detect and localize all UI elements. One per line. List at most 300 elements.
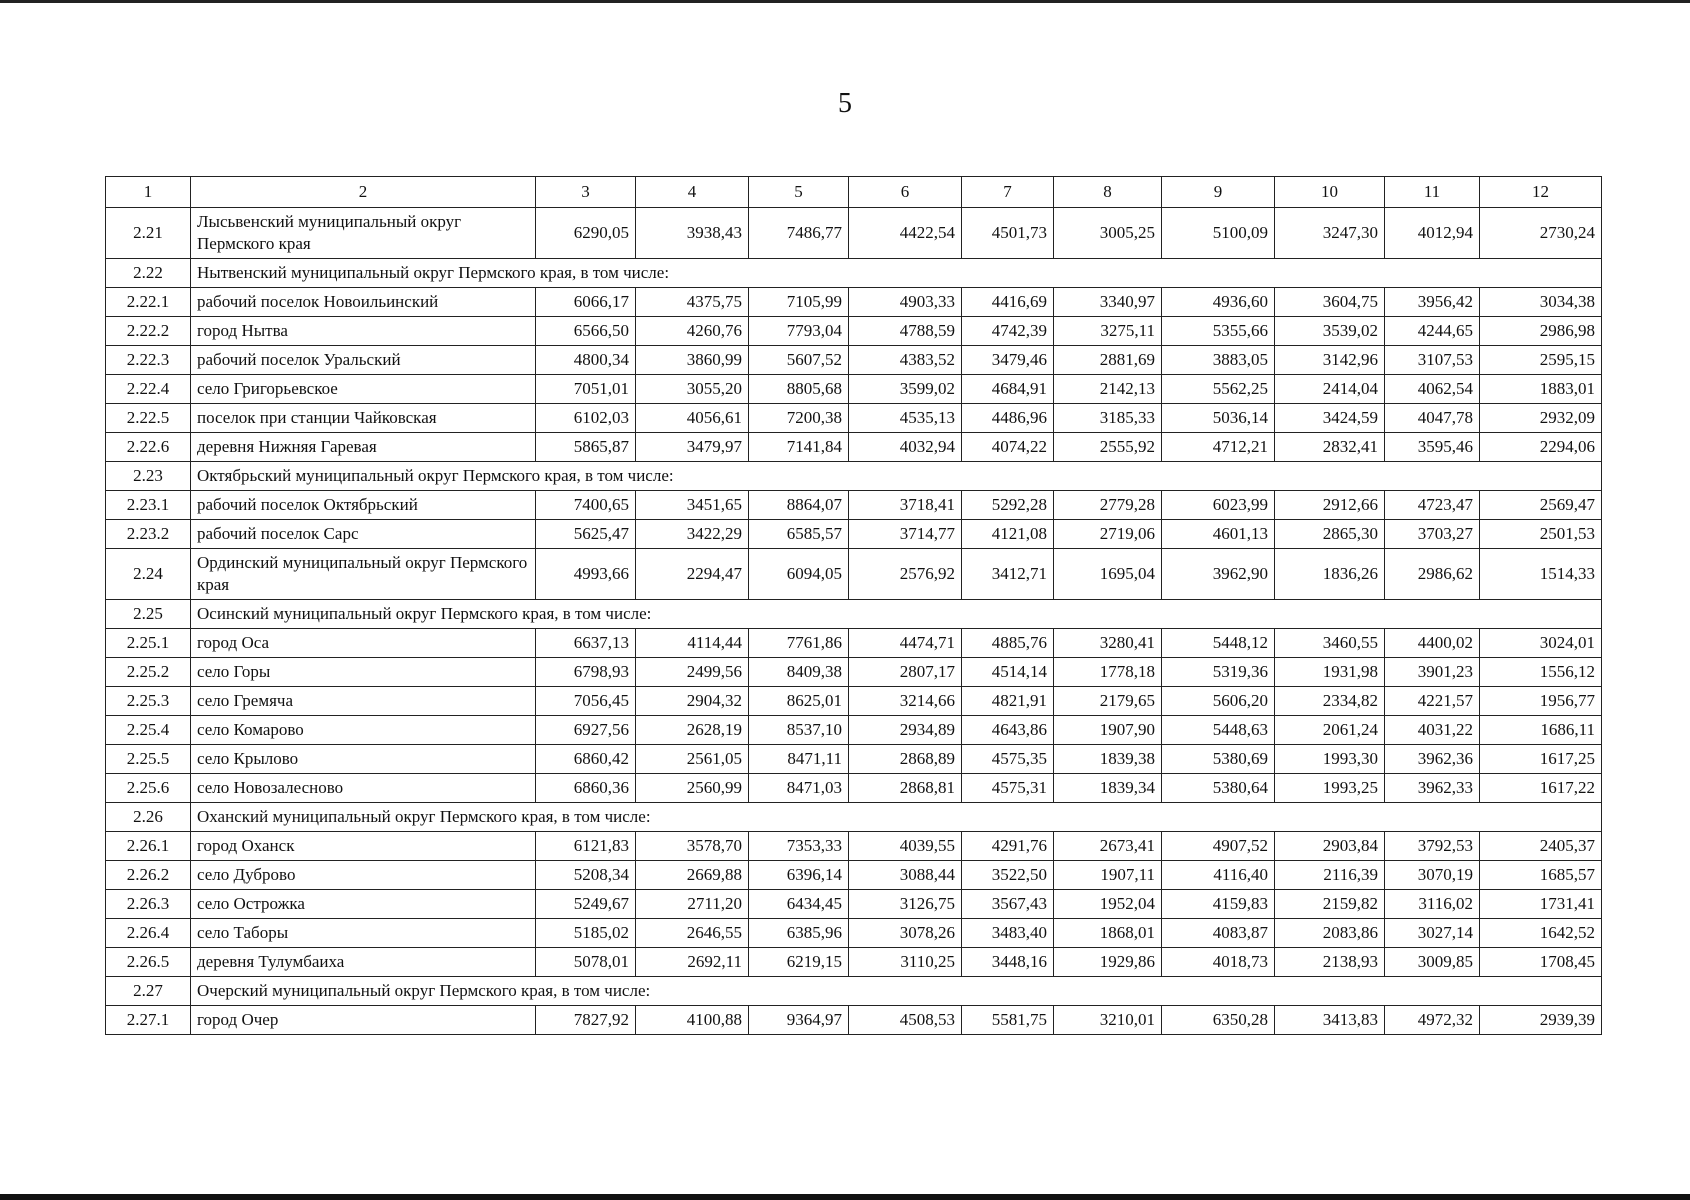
- value-cell: 3413,83: [1275, 1006, 1385, 1035]
- value-cell: 2555,92: [1054, 433, 1162, 462]
- value-cell: 3247,30: [1275, 208, 1385, 259]
- row-name: город Очер: [191, 1006, 536, 1035]
- value-cell: 2939,39: [1480, 1006, 1602, 1035]
- value-cell: 3962,36: [1385, 745, 1480, 774]
- value-cell: 3078,26: [849, 919, 962, 948]
- value-cell: 3578,70: [636, 832, 749, 861]
- table-row: [106, 433, 1602, 462]
- row-name: село Острожка: [191, 890, 536, 919]
- value-cell: 1883,01: [1480, 375, 1602, 404]
- value-cell: 2595,15: [1480, 346, 1602, 375]
- table-row: [106, 491, 1602, 520]
- value-cell: 8864,07: [749, 491, 849, 520]
- group-row: [106, 977, 1602, 1006]
- value-cell: 2405,37: [1480, 832, 1602, 861]
- value-cell: 3938,43: [636, 208, 749, 259]
- value-cell: 6585,57: [749, 520, 849, 549]
- value-cell: 4260,76: [636, 317, 749, 346]
- row-name: город Оханск: [191, 832, 536, 861]
- value-cell: 2569,47: [1480, 491, 1602, 520]
- row-code: 2.26.2: [106, 861, 191, 890]
- value-cell: 2865,30: [1275, 520, 1385, 549]
- row-code: 2.21: [106, 208, 191, 259]
- value-cell: 2904,32: [636, 687, 749, 716]
- value-cell: 4400,02: [1385, 629, 1480, 658]
- value-cell: 1708,45: [1480, 948, 1602, 977]
- value-cell: 2719,06: [1054, 520, 1162, 549]
- value-cell: 3460,55: [1275, 629, 1385, 658]
- value-cell: 4018,73: [1162, 948, 1275, 977]
- value-cell: 1993,30: [1275, 745, 1385, 774]
- value-cell: 3483,40: [962, 919, 1054, 948]
- table-row: [106, 745, 1602, 774]
- value-cell: 2499,56: [636, 658, 749, 687]
- value-cell: 4047,78: [1385, 404, 1480, 433]
- table-row: [106, 919, 1602, 948]
- value-cell: 3116,02: [1385, 890, 1480, 919]
- value-cell: 1931,98: [1275, 658, 1385, 687]
- value-cell: 4575,35: [962, 745, 1054, 774]
- scan-bottom-edge: [0, 1194, 1690, 1200]
- value-cell: 3599,02: [849, 375, 962, 404]
- value-cell: 1695,04: [1054, 549, 1162, 600]
- header-cell: 2: [191, 177, 536, 208]
- row-name: город Оса: [191, 629, 536, 658]
- value-cell: 7793,04: [749, 317, 849, 346]
- value-cell: 2807,17: [849, 658, 962, 687]
- row-code: 2.25.5: [106, 745, 191, 774]
- value-cell: 4508,53: [849, 1006, 962, 1035]
- row-name: деревня Нижняя Гаревая: [191, 433, 536, 462]
- value-cell: 4800,34: [536, 346, 636, 375]
- value-cell: 4742,39: [962, 317, 1054, 346]
- value-cell: 6023,99: [1162, 491, 1275, 520]
- row-code: 2.25: [106, 600, 191, 629]
- value-cell: 4501,73: [962, 208, 1054, 259]
- row-code: 2.26: [106, 803, 191, 832]
- value-cell: 2868,81: [849, 774, 962, 803]
- value-cell: 4972,32: [1385, 1006, 1480, 1035]
- value-cell: 7353,33: [749, 832, 849, 861]
- value-cell: 3070,19: [1385, 861, 1480, 890]
- value-cell: 3027,14: [1385, 919, 1480, 948]
- value-cell: 3034,38: [1480, 288, 1602, 317]
- value-cell: 3595,46: [1385, 433, 1480, 462]
- value-cell: 4062,54: [1385, 375, 1480, 404]
- value-cell: 2414,04: [1275, 375, 1385, 404]
- value-cell: 4885,76: [962, 629, 1054, 658]
- value-cell: 1839,38: [1054, 745, 1162, 774]
- value-cell: 1839,34: [1054, 774, 1162, 803]
- value-cell: 3424,59: [1275, 404, 1385, 433]
- value-cell: 3126,75: [849, 890, 962, 919]
- value-cell: 2061,24: [1275, 716, 1385, 745]
- value-cell: 5208,34: [536, 861, 636, 890]
- header-cell: 12: [1480, 177, 1602, 208]
- value-cell: 3451,65: [636, 491, 749, 520]
- value-cell: 5319,36: [1162, 658, 1275, 687]
- value-cell: 3024,01: [1480, 629, 1602, 658]
- value-cell: 4936,60: [1162, 288, 1275, 317]
- value-cell: 6102,03: [536, 404, 636, 433]
- value-cell: 4244,65: [1385, 317, 1480, 346]
- value-cell: 6860,36: [536, 774, 636, 803]
- group-row: [106, 259, 1602, 288]
- scan-top-edge: [0, 0, 1690, 3]
- value-cell: 4031,22: [1385, 716, 1480, 745]
- value-cell: 4575,31: [962, 774, 1054, 803]
- value-cell: 3718,41: [849, 491, 962, 520]
- value-cell: 4723,47: [1385, 491, 1480, 520]
- value-cell: 2646,55: [636, 919, 749, 948]
- value-cell: 3210,01: [1054, 1006, 1162, 1035]
- value-cell: 5249,67: [536, 890, 636, 919]
- row-name: деревня Тулумбаиха: [191, 948, 536, 977]
- value-cell: 6219,15: [749, 948, 849, 977]
- value-cell: 1952,04: [1054, 890, 1162, 919]
- value-cell: 5292,28: [962, 491, 1054, 520]
- row-name: рабочий поселок Сарс: [191, 520, 536, 549]
- value-cell: 4114,44: [636, 629, 749, 658]
- table-body: [106, 177, 1602, 1035]
- value-cell: 2138,93: [1275, 948, 1385, 977]
- value-cell: 2881,69: [1054, 346, 1162, 375]
- row-code: 2.22.6: [106, 433, 191, 462]
- table-row: [106, 629, 1602, 658]
- value-cell: 7141,84: [749, 433, 849, 462]
- value-cell: 2673,41: [1054, 832, 1162, 861]
- value-cell: 4032,94: [849, 433, 962, 462]
- value-cell: 5607,52: [749, 346, 849, 375]
- value-cell: 5380,64: [1162, 774, 1275, 803]
- value-cell: 1731,41: [1480, 890, 1602, 919]
- row-name: село Таборы: [191, 919, 536, 948]
- value-cell: 6434,45: [749, 890, 849, 919]
- value-cell: 2334,82: [1275, 687, 1385, 716]
- row-name: рабочий поселок Новоильинский: [191, 288, 536, 317]
- value-cell: 7486,77: [749, 208, 849, 259]
- value-cell: 1907,90: [1054, 716, 1162, 745]
- value-cell: 6121,83: [536, 832, 636, 861]
- value-cell: 6385,96: [749, 919, 849, 948]
- value-cell: 3448,16: [962, 948, 1054, 977]
- value-cell: 1556,12: [1480, 658, 1602, 687]
- value-cell: 5448,12: [1162, 629, 1275, 658]
- value-cell: 4907,52: [1162, 832, 1275, 861]
- value-cell: 4056,61: [636, 404, 749, 433]
- row-name: село Комарово: [191, 716, 536, 745]
- value-cell: 5036,14: [1162, 404, 1275, 433]
- value-cell: 3479,46: [962, 346, 1054, 375]
- row-code: 2.27.1: [106, 1006, 191, 1035]
- group-row: [106, 600, 1602, 629]
- table-row: [106, 890, 1602, 919]
- value-cell: 2159,82: [1275, 890, 1385, 919]
- value-cell: 3412,71: [962, 549, 1054, 600]
- row-code: 2.26.3: [106, 890, 191, 919]
- value-cell: 1686,11: [1480, 716, 1602, 745]
- value-cell: 4221,57: [1385, 687, 1480, 716]
- value-cell: 1617,25: [1480, 745, 1602, 774]
- table-row: [106, 375, 1602, 404]
- row-name: город Нытва: [191, 317, 536, 346]
- value-cell: 4535,13: [849, 404, 962, 433]
- row-code: 2.26.4: [106, 919, 191, 948]
- header-cell: 7: [962, 177, 1054, 208]
- value-cell: 3956,42: [1385, 288, 1480, 317]
- value-cell: 8471,03: [749, 774, 849, 803]
- value-cell: 2561,05: [636, 745, 749, 774]
- value-cell: 3539,02: [1275, 317, 1385, 346]
- value-cell: 3522,50: [962, 861, 1054, 890]
- value-cell: 3275,11: [1054, 317, 1162, 346]
- value-cell: 3185,33: [1054, 404, 1162, 433]
- table-row: [106, 288, 1602, 317]
- row-name: рабочий поселок Октябрьский: [191, 491, 536, 520]
- value-cell: 4712,21: [1162, 433, 1275, 462]
- group-title: Нытвенский муниципальный округ Пермского края, в том числе:: [191, 259, 1602, 288]
- row-name: поселок при станции Чайковская: [191, 404, 536, 433]
- row-name: село Дуброво: [191, 861, 536, 890]
- table-row: [106, 774, 1602, 803]
- value-cell: 2179,65: [1054, 687, 1162, 716]
- value-cell: 2932,09: [1480, 404, 1602, 433]
- value-cell: 4474,71: [849, 629, 962, 658]
- value-cell: 7051,01: [536, 375, 636, 404]
- value-cell: 4993,66: [536, 549, 636, 600]
- value-cell: 3009,85: [1385, 948, 1480, 977]
- table-row: [106, 520, 1602, 549]
- value-cell: 6290,05: [536, 208, 636, 259]
- value-cell: 9364,97: [749, 1006, 849, 1035]
- value-cell: 5355,66: [1162, 317, 1275, 346]
- value-cell: 1907,11: [1054, 861, 1162, 890]
- row-name: село Гремяча: [191, 687, 536, 716]
- value-cell: 2934,89: [849, 716, 962, 745]
- row-name: Лысьвенский муниципальный округ Пермского края: [191, 208, 536, 259]
- value-cell: 3962,90: [1162, 549, 1275, 600]
- row-code: 2.26.5: [106, 948, 191, 977]
- value-cell: 2628,19: [636, 716, 749, 745]
- row-code: 2.22.2: [106, 317, 191, 346]
- header-cell: 5: [749, 177, 849, 208]
- value-cell: 3604,75: [1275, 288, 1385, 317]
- value-cell: 3792,53: [1385, 832, 1480, 861]
- value-cell: 4039,55: [849, 832, 962, 861]
- row-code: 2.25.4: [106, 716, 191, 745]
- value-cell: 7761,86: [749, 629, 849, 658]
- value-cell: 4514,14: [962, 658, 1054, 687]
- value-cell: 3110,25: [849, 948, 962, 977]
- value-cell: 7827,92: [536, 1006, 636, 1035]
- value-cell: 3280,41: [1054, 629, 1162, 658]
- row-code: 2.22.1: [106, 288, 191, 317]
- group-title: Оханский муниципальный округ Пермского края, в том числе:: [191, 803, 1602, 832]
- value-cell: 5606,20: [1162, 687, 1275, 716]
- value-cell: 2711,20: [636, 890, 749, 919]
- value-cell: 2294,47: [636, 549, 749, 600]
- value-cell: 7105,99: [749, 288, 849, 317]
- tariff-table: [105, 176, 1602, 1035]
- header-cell: 1: [106, 177, 191, 208]
- value-cell: 1868,01: [1054, 919, 1162, 948]
- header-cell: 4: [636, 177, 749, 208]
- value-cell: 7200,38: [749, 404, 849, 433]
- value-cell: 3422,29: [636, 520, 749, 549]
- value-cell: 4601,13: [1162, 520, 1275, 549]
- value-cell: 2730,24: [1480, 208, 1602, 259]
- value-cell: 4486,96: [962, 404, 1054, 433]
- value-cell: 1685,57: [1480, 861, 1602, 890]
- value-cell: 4012,94: [1385, 208, 1480, 259]
- value-cell: 4083,87: [1162, 919, 1275, 948]
- value-cell: 1956,77: [1480, 687, 1602, 716]
- value-cell: 4788,59: [849, 317, 962, 346]
- value-cell: 3962,33: [1385, 774, 1480, 803]
- value-cell: 1778,18: [1054, 658, 1162, 687]
- value-cell: 4159,83: [1162, 890, 1275, 919]
- group-title: Октябрьский муниципальный округ Пермского края, в том числе:: [191, 462, 1602, 491]
- value-cell: 4291,76: [962, 832, 1054, 861]
- value-cell: 5625,47: [536, 520, 636, 549]
- value-cell: 3088,44: [849, 861, 962, 890]
- row-code: 2.25.6: [106, 774, 191, 803]
- value-cell: 2116,39: [1275, 861, 1385, 890]
- value-cell: 4383,52: [849, 346, 962, 375]
- value-cell: 3567,43: [962, 890, 1054, 919]
- value-cell: 2560,99: [636, 774, 749, 803]
- value-cell: 1929,86: [1054, 948, 1162, 977]
- value-cell: 3142,96: [1275, 346, 1385, 375]
- table-row: [106, 404, 1602, 433]
- value-cell: 1514,33: [1480, 549, 1602, 600]
- value-cell: 2912,66: [1275, 491, 1385, 520]
- value-cell: 4422,54: [849, 208, 962, 259]
- table-row: [106, 687, 1602, 716]
- value-cell: 4121,08: [962, 520, 1054, 549]
- value-cell: 2986,98: [1480, 317, 1602, 346]
- row-code: 2.22.4: [106, 375, 191, 404]
- header-cell: 8: [1054, 177, 1162, 208]
- value-cell: 1642,52: [1480, 919, 1602, 948]
- row-code: 2.25.2: [106, 658, 191, 687]
- table-row: [106, 948, 1602, 977]
- value-cell: 6860,42: [536, 745, 636, 774]
- value-cell: 2779,28: [1054, 491, 1162, 520]
- row-code: 2.23.1: [106, 491, 191, 520]
- header-row: [106, 177, 1602, 208]
- value-cell: 4643,86: [962, 716, 1054, 745]
- value-cell: 3055,20: [636, 375, 749, 404]
- value-cell: 4821,91: [962, 687, 1054, 716]
- value-cell: 5562,25: [1162, 375, 1275, 404]
- header-cell: 11: [1385, 177, 1480, 208]
- value-cell: 6094,05: [749, 549, 849, 600]
- table-row: [106, 658, 1602, 687]
- value-cell: 3005,25: [1054, 208, 1162, 259]
- row-code: 2.24: [106, 549, 191, 600]
- row-name: село Новозалесново: [191, 774, 536, 803]
- value-cell: 1993,25: [1275, 774, 1385, 803]
- header-cell: 9: [1162, 177, 1275, 208]
- table-row: [106, 346, 1602, 375]
- value-cell: 4903,33: [849, 288, 962, 317]
- value-cell: 2868,89: [849, 745, 962, 774]
- table-row: [106, 832, 1602, 861]
- group-title: Осинский муниципальный округ Пермского края, в том числе:: [191, 600, 1602, 629]
- value-cell: 4416,69: [962, 288, 1054, 317]
- value-cell: 2576,92: [849, 549, 962, 600]
- row-code: 2.22: [106, 259, 191, 288]
- value-cell: 2986,62: [1385, 549, 1480, 600]
- value-cell: 4375,75: [636, 288, 749, 317]
- table-row: [106, 208, 1602, 259]
- value-cell: 8625,01: [749, 687, 849, 716]
- value-cell: 3479,97: [636, 433, 749, 462]
- header-cell: 6: [849, 177, 962, 208]
- table-row: [106, 861, 1602, 890]
- value-cell: 5185,02: [536, 919, 636, 948]
- value-cell: 1617,22: [1480, 774, 1602, 803]
- value-cell: 2294,06: [1480, 433, 1602, 462]
- value-cell: 2832,41: [1275, 433, 1385, 462]
- value-cell: 2669,88: [636, 861, 749, 890]
- value-cell: 3883,05: [1162, 346, 1275, 375]
- value-cell: 5380,69: [1162, 745, 1275, 774]
- value-cell: 7400,65: [536, 491, 636, 520]
- value-cell: 2903,84: [1275, 832, 1385, 861]
- value-cell: 6798,93: [536, 658, 636, 687]
- value-cell: 2142,13: [1054, 375, 1162, 404]
- value-cell: 8805,68: [749, 375, 849, 404]
- value-cell: 4074,22: [962, 433, 1054, 462]
- row-code: 2.22.3: [106, 346, 191, 375]
- value-cell: 3714,77: [849, 520, 962, 549]
- group-row: [106, 462, 1602, 491]
- value-cell: 3214,66: [849, 687, 962, 716]
- value-cell: 3860,99: [636, 346, 749, 375]
- row-name: село Григорьевское: [191, 375, 536, 404]
- value-cell: 6396,14: [749, 861, 849, 890]
- value-cell: 5078,01: [536, 948, 636, 977]
- header-cell: 3: [536, 177, 636, 208]
- value-cell: 3340,97: [1054, 288, 1162, 317]
- row-name: село Крылово: [191, 745, 536, 774]
- row-code: 2.25.3: [106, 687, 191, 716]
- value-cell: 8471,11: [749, 745, 849, 774]
- row-code: 2.23: [106, 462, 191, 491]
- value-cell: 4684,91: [962, 375, 1054, 404]
- table-row: [106, 317, 1602, 346]
- row-name: рабочий поселок Уральский: [191, 346, 536, 375]
- value-cell: 1836,26: [1275, 549, 1385, 600]
- group-title: Очерский муниципальный округ Пермского края, в том числе:: [191, 977, 1602, 1006]
- value-cell: 6066,17: [536, 288, 636, 317]
- row-name: село Горы: [191, 658, 536, 687]
- value-cell: 6927,56: [536, 716, 636, 745]
- row-code: 2.25.1: [106, 629, 191, 658]
- value-cell: 2501,53: [1480, 520, 1602, 549]
- value-cell: 3703,27: [1385, 520, 1480, 549]
- value-cell: 5865,87: [536, 433, 636, 462]
- value-cell: 6637,13: [536, 629, 636, 658]
- row-code: 2.27: [106, 977, 191, 1006]
- value-cell: 3901,23: [1385, 658, 1480, 687]
- table-row: [106, 549, 1602, 600]
- value-cell: 8537,10: [749, 716, 849, 745]
- row-code: 2.23.2: [106, 520, 191, 549]
- row-code: 2.22.5: [106, 404, 191, 433]
